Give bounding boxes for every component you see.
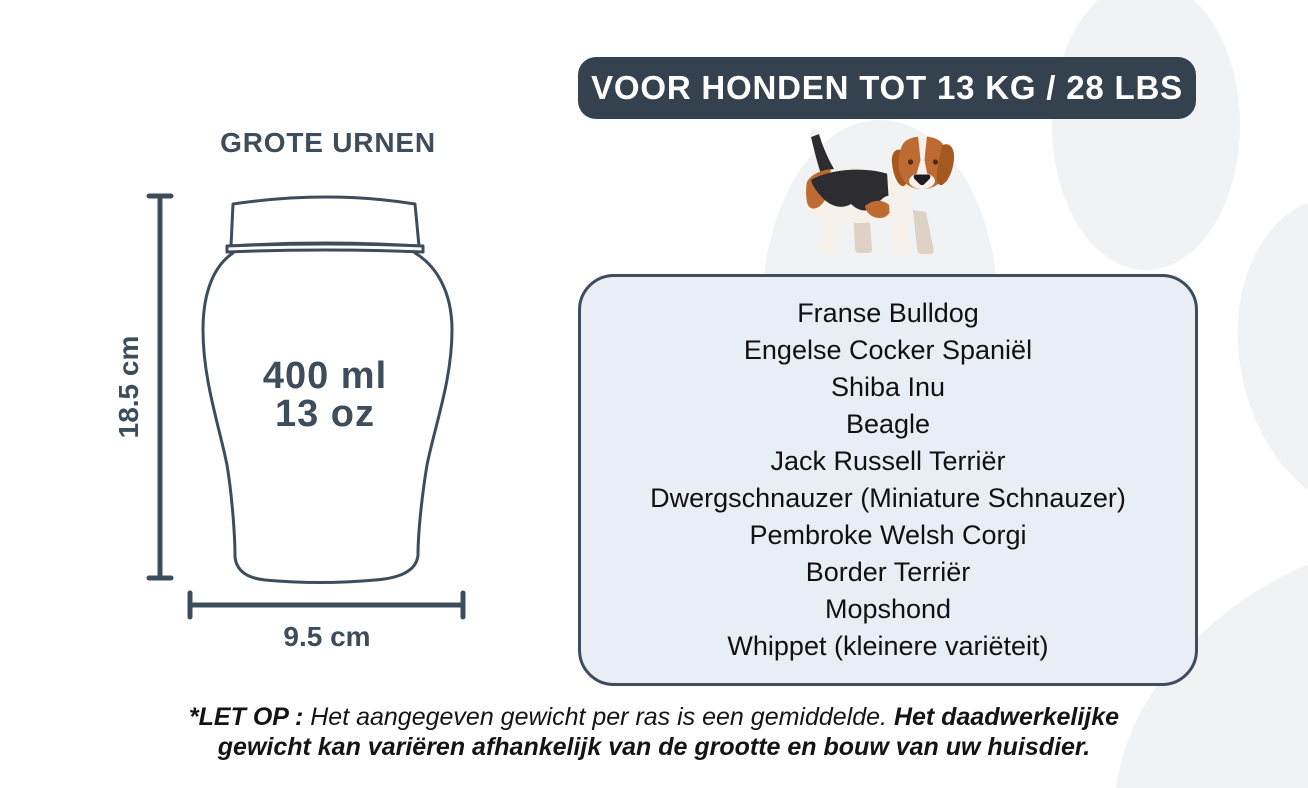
urn-volume-imperial-label: 13 oz xyxy=(274,393,376,435)
breed-item: Pembroke Welsh Corgi xyxy=(749,520,1027,550)
width-dimension-label: 9.5 cm xyxy=(283,621,371,652)
breed-item: Jack Russell Terriër xyxy=(770,446,1006,476)
height-dimension-line xyxy=(149,196,171,578)
breed-item: Mopshond xyxy=(824,594,952,624)
beagle-near-front-leg xyxy=(893,212,911,254)
urn-volume-metric-label: 400 ml xyxy=(262,355,388,397)
urn-lid xyxy=(231,197,419,246)
beagle-far-front-leg xyxy=(913,210,934,254)
beagle-illustration xyxy=(795,128,965,260)
footnote-emphasis: Het daadwerkelijke gewicht kan variëren afhankelijk van de grootte en bouw van uw huisdier. xyxy=(217,703,1120,761)
urn-lid-rim xyxy=(227,244,423,252)
breed-list-box xyxy=(578,274,1198,686)
width-dimension-line xyxy=(190,593,463,617)
paw-toe-3 xyxy=(1209,175,1308,536)
breed-item: Franse Bulldog xyxy=(797,298,979,328)
breed-item: Whippet (kleinere variëteit) xyxy=(727,631,1049,661)
breed-item: Dwergschnauzer (Miniature Schnauzer) xyxy=(650,483,1126,513)
breed-item: Beagle xyxy=(845,409,931,439)
footnote xyxy=(174,702,1134,762)
urn-section-title: GROTE URNEN xyxy=(220,127,436,158)
weight-banner xyxy=(578,57,1196,119)
height-dimension-label: 18.5 cm xyxy=(113,335,144,439)
footnote-body: Het aangegeven gewicht per ras is een gemiddelde. xyxy=(310,703,887,731)
footnote-lead: *LET OP : xyxy=(188,703,304,731)
breed-item: Engelse Cocker Spaniël xyxy=(743,335,1033,365)
beagle-right-eye xyxy=(933,159,938,164)
paw-toe-2 xyxy=(1052,0,1240,270)
breed-item: Shiba Inu xyxy=(830,372,946,402)
breed-item: Border Terriër xyxy=(805,557,971,587)
beagle-left-eye xyxy=(908,159,913,164)
weight-banner-label: VOOR HONDEN TOT 13 KG / 28 LBS xyxy=(591,69,1183,106)
